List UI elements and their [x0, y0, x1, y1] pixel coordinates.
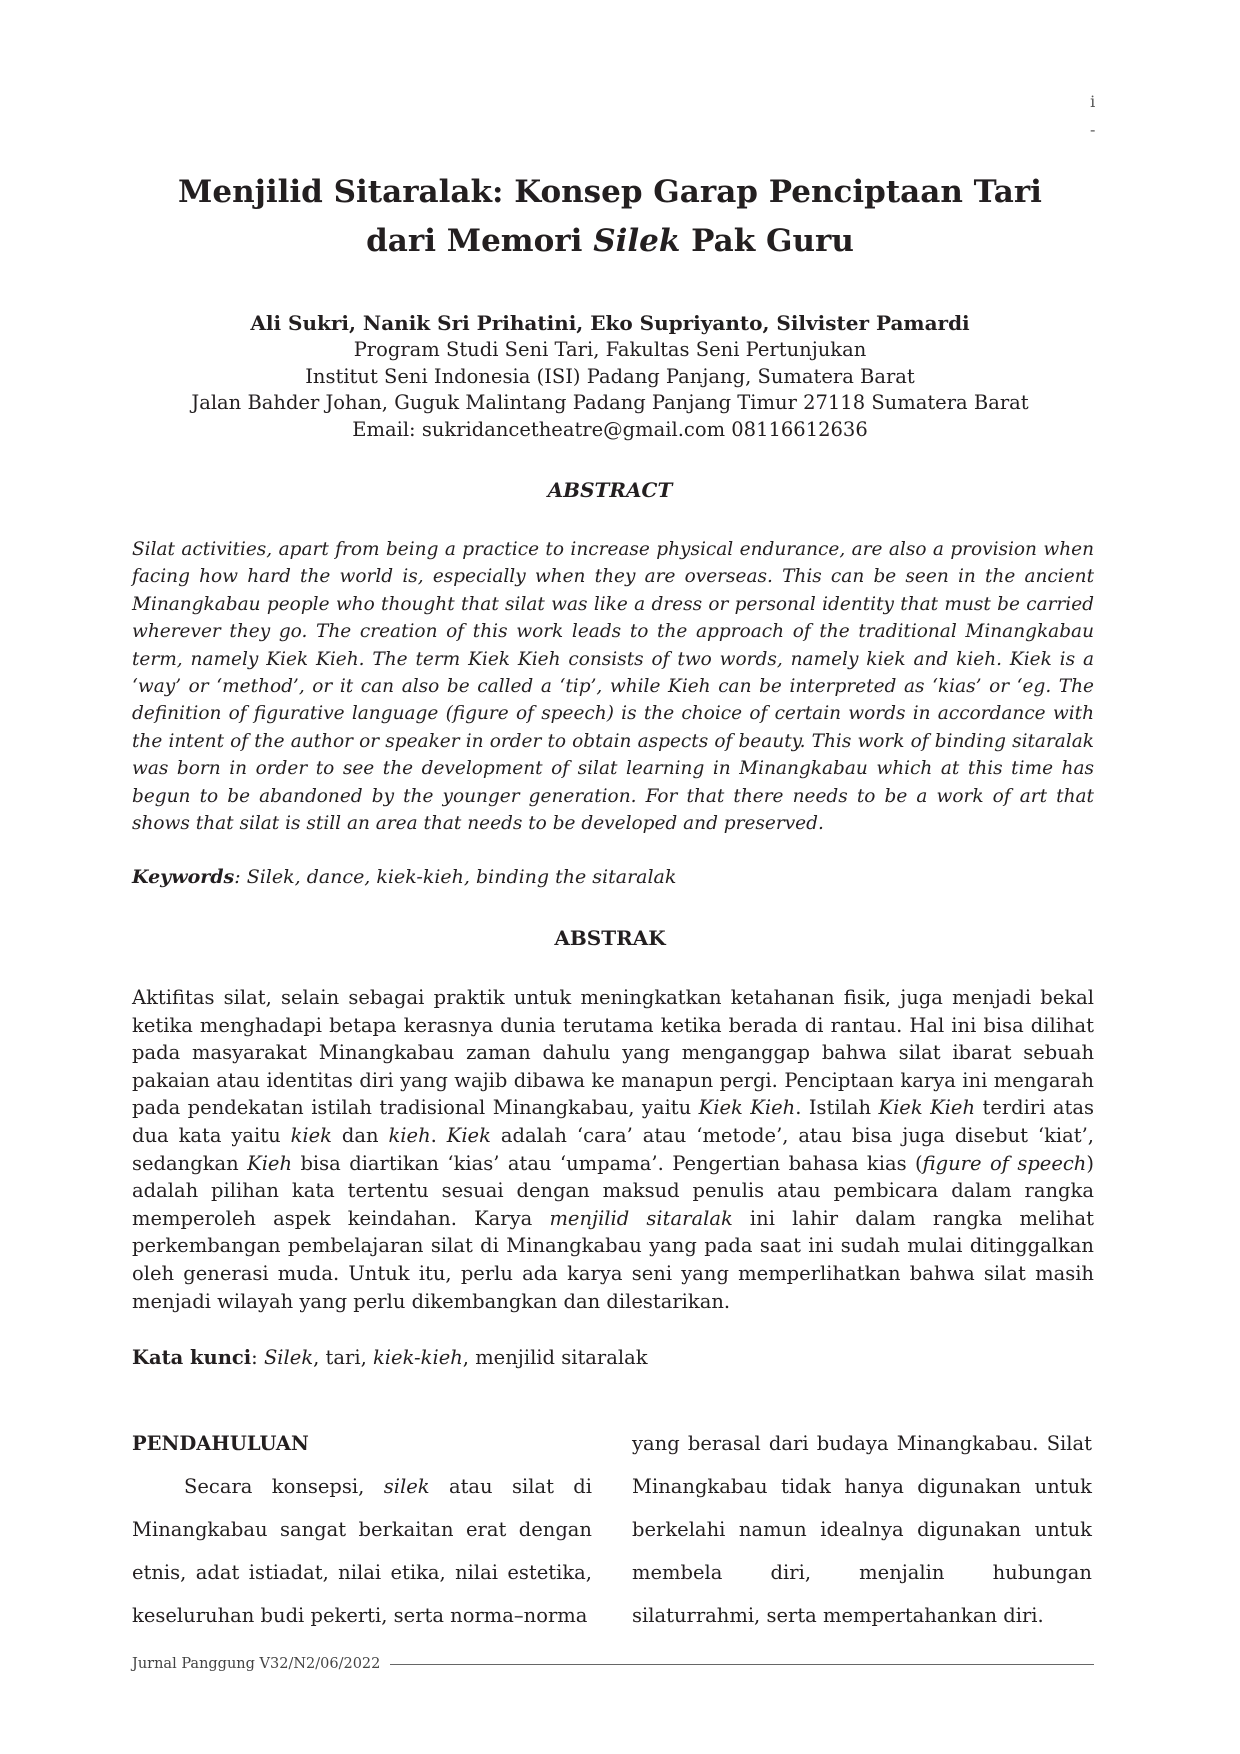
abstrak-text-segment: Aktifitas silat, selain sebagai praktik untuk meningkatkan ketahanan fisik, juga menjadi bekal ketika menghadapi betapa kerasnya dunia terutama ketika berada di rantau. Hal ini bisa dilihat pada masyarakat Minangkabau zaman dahulu yang menganggap bahwa silat ibarat sebuah pakaian atau identitas diri yang wajib dibawa ke manapun pergi. Penciptaan karya ini mengarah pada pendekatan istilah tradisional Minangkabau, yaitu	[132, 986, 1094, 1120]
kata-kunci-label: Kata kunci	[132, 1346, 252, 1369]
footer-rule	[390, 1664, 1094, 1665]
body-paragraph-left	[132, 1465, 592, 1637]
body-left-segment: silek	[383, 1475, 430, 1498]
abstrak-text	[132, 984, 1094, 1315]
title-line-2-post: Pak Guru	[680, 223, 854, 259]
abstrak-text-segment: terdiri atas dua kata yaitu	[132, 1096, 1095, 1147]
abstrak-text-segment: kiek	[290, 1123, 332, 1147]
kata-kunci-segment: Silek	[263, 1346, 314, 1369]
paper-title	[130, 168, 1090, 266]
kata-kunci-line	[132, 1346, 1094, 1369]
affiliation-line-3: Jalan Bahder Johan, Guguk Malintang Padang Panjang Timur 27118 Sumatera Barat	[191, 391, 1029, 414]
header-block	[130, 168, 1090, 443]
keywords-line	[132, 866, 1094, 888]
abstrak-heading: ABSTRAK	[554, 926, 666, 950]
body-left-segment: Secara konsepsi,	[184, 1475, 384, 1498]
abstrak-text-segment: Kiek	[446, 1123, 491, 1147]
body-column-right	[632, 1422, 1092, 1637]
kata-kunci-segment: kiek-kieh	[372, 1346, 463, 1369]
abstract-heading: ABSTRACT	[547, 478, 673, 502]
page-footer	[132, 1656, 1094, 1672]
abstrak-text-segment: adalah ‘cara’ atau ‘metode’, atau bisa juga disebut ‘kiat’, sedangkan	[132, 1123, 1094, 1175]
abstract-text: Silat activities, apart from being a practice to increase physical endurance, are also a provision when facing how hard the world is, especially when they are overseas. This can be seen in the ancient Minangkabau people who thought that silat was like a dress or personal identity that must be carried wherever they go. The creation of this work leads to the approach of the traditional Minangkabau term, namely Kiek Kieh. The term Kiek Kieh consists of two words, namely kiek and kieh. Kiek is a ‘way’ or ‘method’, or it can also be called a ‘tip’, while Kieh can be interpreted as ‘kias’ or ‘eg. The definition of figurative language (figure of speech) is the choice of certain words in accordance with the intent of the author or speaker in order to obtain aspects of beauty. This work of binding sitaralak was born in order to see the development of silat learning in Minangkabau which at this time has begun to be abandoned by the younger generation. For that there needs to be a work of art that shows that silat is still an area that needs to be developed and preserved.	[132, 539, 1094, 835]
abstrak-text-segment: figure of speech	[922, 1151, 1087, 1175]
abstrak-text-segment: ) adalah pilihan kata tertentu sesuai dengan maksud penulis atau pembicara dalam rangka memperoleh aspek keindahan. Karya	[132, 1151, 1094, 1230]
corner-mark	[1090, 88, 1095, 144]
keywords-value: : Silek, dance, kiek-kieh, binding the sitaralak	[234, 866, 677, 888]
title-line-2-italic: Silek	[593, 223, 681, 259]
abstrak-text-segment: . Istilah	[795, 1096, 879, 1120]
corner-mark-top: i	[1090, 92, 1096, 111]
abstrak-text-segment: bisa diartikan ‘kias’ atau ‘umpama’. Pengertian bahasa kias (	[292, 1151, 923, 1175]
keywords-label: Keywords	[132, 866, 235, 888]
abstrak-text-segment: Kiek Kieh	[878, 1096, 976, 1120]
body-paragraph-right: yang berasal dari budaya Minangkabau. Silat Minangkabau tidak hanya digunakan untuk berkelahi namun idealnya digunakan untuk membela diri, menjalin hubungan silaturrahmi, serta mempertahankan diri.	[632, 1432, 1092, 1627]
abstrak-text-segment: Kieh	[247, 1151, 293, 1175]
body-left-segment: atau silat di Minangkabau sangat berkaitan erat dengan etnis, adat istiadat, nilai etika, nilai estetika, keseluruhan budi pekerti, serta norma–norma	[132, 1475, 592, 1627]
title-line-1: Menjilid Sitaralak: Konsep Garap Penciptaan Tari	[178, 174, 1042, 210]
journal-citation: Jurnal Panggung V32/N2/06/2022	[132, 1656, 381, 1672]
abstrak-text-segment: ini lahir dalam rangka melihat perkembangan pembelajaran silat di Minangkabau yang pada saat ini sudah mulai ditinggalkan oleh generasi muda. Untuk itu, perlu ada karya seni yang memperlihatkan bahwa silat masih menjadi wilayah yang perlu dikembangkan dan dilestarikan.	[132, 1206, 1095, 1313]
title-line-2-pre: dari Memori	[366, 223, 594, 259]
corner-mark-bottom: -	[1090, 120, 1096, 139]
contact-line: Email: sukridancetheatre@gmail.com 08116612636	[352, 417, 868, 441]
affiliation-line-2: Institut Seni Indonesia (ISI) Padang Panjang, Sumatera Barat	[305, 364, 915, 388]
author-list: Ali Sukri, Nanik Sri Prihatini, Eko Supriyanto, Silvister Pamardi	[250, 311, 970, 335]
abstrak-text-segment: menjilid sitaralak	[549, 1206, 733, 1230]
abstrak-text-segment: .	[430, 1123, 447, 1147]
kata-kunci-segment: , tari,	[313, 1346, 373, 1369]
kata-kunci-segment: :	[251, 1346, 264, 1369]
abstrak-text-segment: dan	[332, 1123, 389, 1147]
section-title: PENDAHULUAN	[132, 1432, 309, 1455]
abstrak-text-segment: Kiek Kieh	[698, 1096, 796, 1120]
abstrak-text-segment: kieh	[388, 1123, 431, 1147]
kata-kunci-segment: , menjilid sitaralak	[462, 1346, 648, 1369]
body-column-left	[132, 1422, 592, 1637]
affiliation-line-1: Program Studi Seni Tari, Fakultas Seni Pertunjukan	[353, 338, 867, 361]
